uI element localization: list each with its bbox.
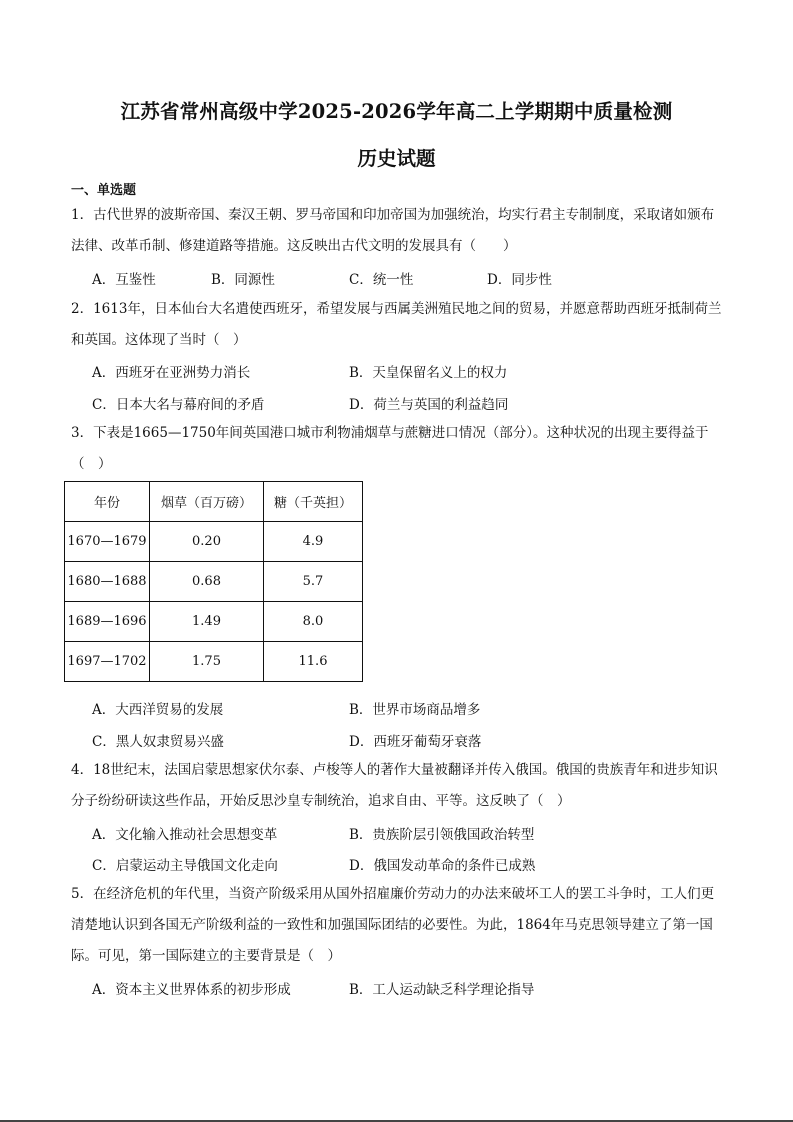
- table-cell: 0.68: [150, 562, 264, 602]
- table-cell: 1680—1688: [65, 562, 150, 602]
- table-header-row: [65, 482, 363, 522]
- question-1-option-d[interactable]: D．同步性: [487, 272, 552, 288]
- table-cell: 1670—1679: [65, 522, 150, 562]
- table-row: [65, 602, 363, 642]
- table-cell: 1.75: [150, 642, 264, 682]
- question-2-text: 2．1613年，日本仙台大名遣使西班牙，希望发展与西属美洲殖民地之间的贸易，并愿意帮助西班牙抵制荷兰和英国。这体现了当时（ ）: [71, 301, 722, 348]
- exam-title: 江苏省常州高级中学2025-2026学年高二上学期期中质量检测: [120, 100, 673, 123]
- question-1-option-b[interactable]: B．同源性: [211, 272, 275, 288]
- table-cell: 11.6: [264, 642, 363, 682]
- table-row: [65, 562, 363, 602]
- question-5-text: 5．在经济危机的年代里，当资产阶级采用从国外招雇廉价劳动力的办法来破坏工人的罢工斗争时，工人们更清楚地认识到各国无产阶级利益的一致性和加强国际团结的必要性。为此，1864年马克思领导建立了第一国际。可见，第一国际建立的主要背景是（ ）: [71, 886, 715, 964]
- table-cell: 1697—1702: [65, 642, 150, 682]
- question-4-option-c[interactable]: C．启蒙运动主导俄国文化走向: [92, 858, 278, 874]
- exam-subtitle: 历史试题: [357, 147, 436, 170]
- question-1-option-c[interactable]: C．统一性: [349, 272, 414, 288]
- section-heading: 一、单选题: [71, 183, 137, 198]
- question-4-option-d[interactable]: D．俄国发动革命的条件已成熟: [349, 858, 536, 874]
- question-2-option-a[interactable]: A．西班牙在亚洲势力消长: [92, 365, 251, 381]
- table-cell: 1.49: [150, 602, 264, 642]
- question-1-text: 1．古代世界的波斯帝国、秦汉王朝、罗马帝国和印加帝国为加强统治，均实行君主专制制度，采取诸如颁布法律、改革币制、修建道路等措施。这反映出古代文明的发展具有（ ）: [71, 207, 715, 254]
- question-3-text: 3．下表是1665—1750年间英国港口城市利物浦烟草与蔗糖进口情况（部分）。这种状况的出现主要得益于（ ）: [71, 425, 709, 472]
- import-data-table: [64, 481, 363, 682]
- table-row: [65, 642, 363, 682]
- question-3-option-c[interactable]: C．黑人奴隶贸易兴盛: [92, 734, 224, 750]
- table-cell: 8.0: [264, 602, 363, 642]
- question-1-option-a[interactable]: A．互鉴性: [92, 272, 156, 288]
- question-4-option-b[interactable]: B．贵族阶层引领俄国政治转型: [349, 827, 535, 843]
- table-row: [65, 522, 363, 562]
- table-cell: 5.7: [264, 562, 363, 602]
- question-2-option-c[interactable]: C．日本大名与幕府间的矛盾: [92, 397, 265, 413]
- question-2-option-b[interactable]: B．天皇保留名义上的权力: [349, 365, 508, 381]
- question-5-option-b[interactable]: B．工人运动缺乏科学理论指导: [349, 982, 535, 998]
- table-header-cell: 烟草（百万磅）: [150, 482, 264, 522]
- table-header-cell: 年份: [65, 482, 150, 522]
- table-header-cell: 糖（千英担）: [264, 482, 363, 522]
- table-cell: 4.9: [264, 522, 363, 562]
- question-3-option-a[interactable]: A．大西洋贸易的发展: [92, 702, 224, 718]
- question-4-text: 4．18世纪末，法国启蒙思想家伏尔泰、卢梭等人的著作大量被翻译并传入俄国。俄国的贵族青年和进步知识分子纷纷研读这些作品，开始反思沙皇专制统治，追求自由、平等。这反映了（ ）: [71, 762, 718, 809]
- question-3-option-b[interactable]: B．世界市场商品增多: [349, 702, 481, 718]
- table-cell: 1689—1696: [65, 602, 150, 642]
- table-cell: 0.20: [150, 522, 264, 562]
- question-2-option-d[interactable]: D．荷兰与英国的利益趋同: [349, 397, 509, 413]
- question-5-option-a[interactable]: A．资本主义世界体系的初步形成: [92, 982, 291, 998]
- question-4-option-a[interactable]: A．文化输入推动社会思想变革: [92, 827, 278, 843]
- question-3-option-d[interactable]: D．西班牙葡萄牙衰落: [349, 734, 482, 750]
